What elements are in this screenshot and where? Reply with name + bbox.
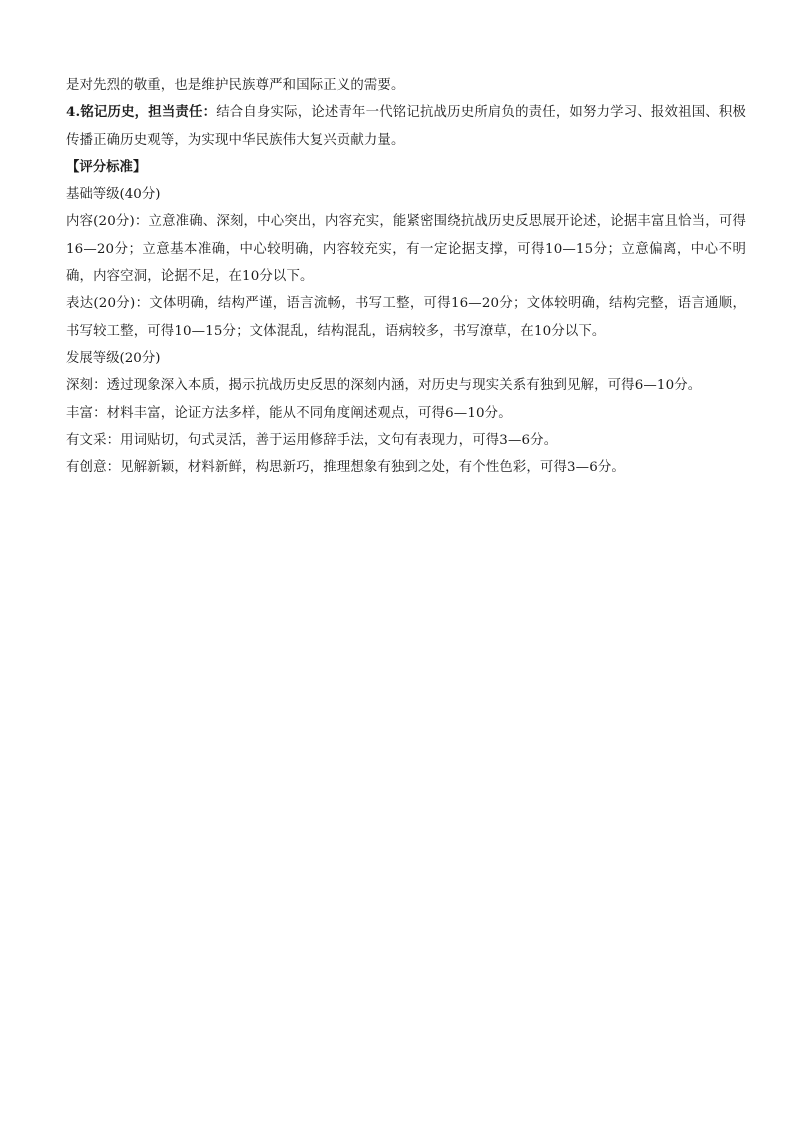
point-4-paragraph: [66, 99, 746, 154]
content-criteria: 内容(20分)：立意准确、深刻，中心突出，内容充实，能紧密围绕抗战历史反思展开论述，论据丰富且恰当，可得16—20分；立意基本准确，中心较明确，内容较充实，有一定论据支撑，可得10—15分；立意偏离，中心不明确，内容空洞，论据不足，在10分以下。: [66, 214, 746, 285]
continuation-paragraph: 是对先烈的敬重，也是维护民族尊严和国际正义的需要。: [66, 78, 405, 93]
expression-criteria: 表达(20分)：文体明确，结构严谨，语言流畅，书写工整，可得16—20分；文体较明确，结构完整，语言通顺，书写较工整，可得10—15分；文体混乱，结构混乱，语病较多，书写潦草，在10分以下。: [66, 296, 746, 339]
point-4-body: 结合自身实际，论述青年一代铭记抗战历史所肩负的责任，如努力学习、报效祖国、积极传播正确历史观等，为实现中华民族伟大复兴贡献力量。: [66, 105, 746, 148]
point-4-lead: 4.铭记历史，担当责任：: [66, 104, 217, 121]
literary-criteria: 有文采：用词贴切，句式灵活，善于运用修辞手法，文句有表现力，可得3—6分。: [66, 432, 558, 448]
depth-criteria: 深刻：透过现象深入本质，揭示抗战历史反思的深刻内涵，对历史与现实关系有独到见解，可得6—10分。: [66, 378, 702, 394]
basic-level-title: 基础等级(40分): [66, 187, 161, 203]
richness-criteria: 丰富：材料丰富，论证方法多样，能从不同角度阐述观点，可得6—10分。: [66, 405, 512, 421]
creativity-criteria: 有创意：见解新颖，材料新鲜，构思新巧，推理想象有独到之处，有个性色彩，可得3—6分。: [66, 460, 625, 476]
document-content: [66, 72, 746, 481]
development-level-title: 发展等级(20分): [66, 350, 161, 366]
scoring-heading: 【评分标准】: [66, 158, 147, 175]
